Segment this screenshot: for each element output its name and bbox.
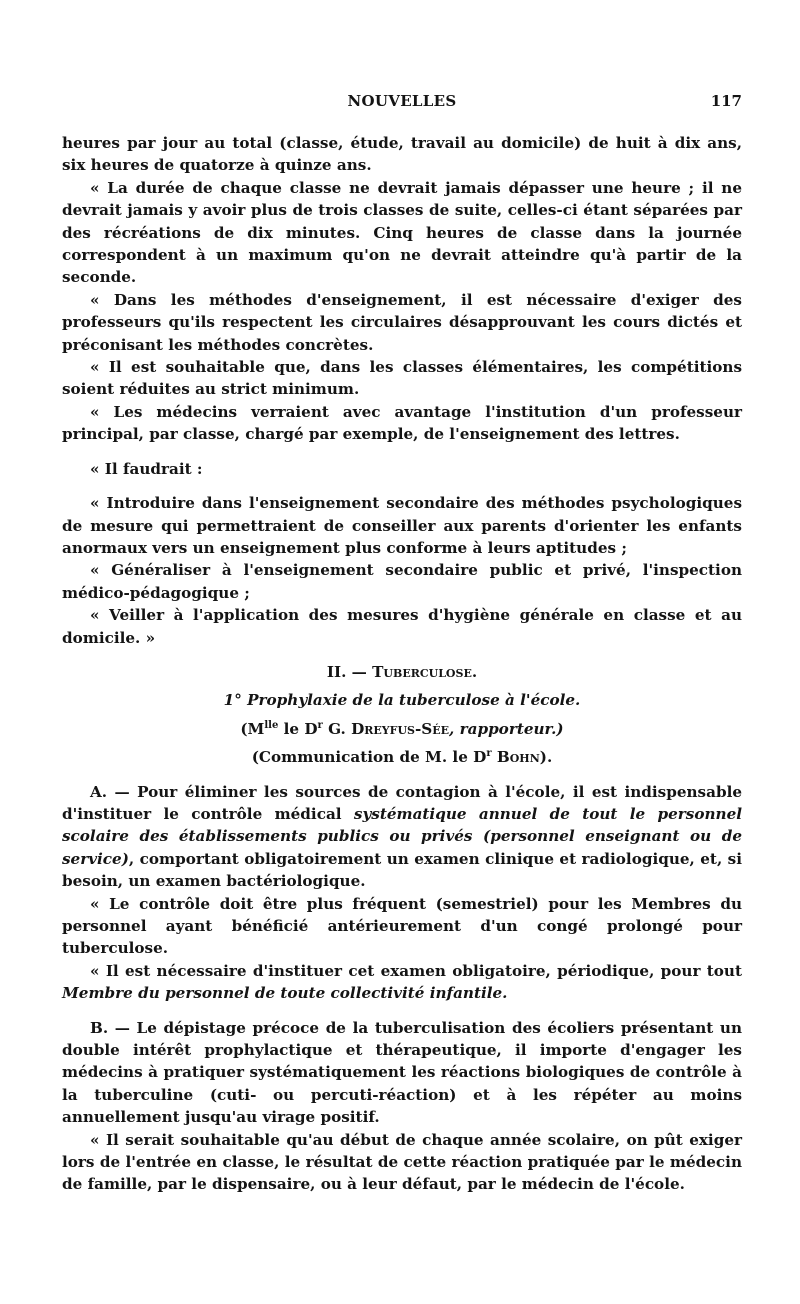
document-page xyxy=(62,92,742,1196)
block-a-examen-obligatoire: « Il est nécessaire d'instituer cet examen obligatoire, périodique, pour tout Membre du personnel de toute collectivité infantile. xyxy=(62,961,742,1003)
rapporteur-name: Dreyfus-Sée xyxy=(351,719,450,738)
running-title: NOUVELLES xyxy=(347,92,457,110)
paragraph-methodes: « Dans les méthodes d'enseignement, il est nécessaire d'exiger des professeurs qu'ils respectent les circulaires désapprouvant les cours dictés et préconisant les méthodes concrètes. xyxy=(62,290,742,354)
block-b-annee-scolaire: « Il serait souhaitable qu'au début de chaque année scolaire, on pût exiger lors de l'entrée en classe, le résultat de cette réaction pratiquée par le médecin de famille, par le dispensaire, ou à leur défaut, par le médecin de l'école. xyxy=(62,1130,742,1194)
communication-line: (Communication de M. le $D^r$ Bohn). xyxy=(251,748,553,767)
section-heading: II. — Tuberculose. xyxy=(326,662,478,681)
paragraph-professeur-principal: « Les médecins verraient avec avantage l'institution d'un professeur principal, par classe, chargé par exemple, de l'enseignement des lettres. xyxy=(62,402,742,444)
paragraph-duree-classe: « La durée de chaque classe ne devrait jamais dépasser une heure ; il ne devrait jamais y avoir plus de trois classes de suite, celles-ci étant séparées par des récréations de dix minutes. Cinq heures de classe dans la journée correspondent à un maximum qu'on ne devrait atteindre qu'à partir de la seconde. xyxy=(62,178,742,287)
list-item-introduire: « Introduire dans l'enseignement secondaire des méthodes psychologiques de mesure qui permettraient de conseiller aux parents d'orienter les enfants anormaux vers un enseignement plus conforme à leurs aptitudes ; xyxy=(62,494,742,557)
paragraph-il-faudrait: « Il faudrait : xyxy=(90,459,203,478)
list-item-veiller: « Veiller à l'application des mesures d'hygiène générale en classe et au domicile. » xyxy=(62,606,742,647)
block-b-paragraph: B. — Le dépistage précoce de la tuberculisation des écoliers présentant un double intérêt prophylactique et thérapeutique, il importe d'engager les médecins à pratiquer systématiquement les réactions biologiques de contrôle à la tuberculine (cuti- ou percuti-réaction) et à les répéter au moins annuellement jusqu'au virage positif. xyxy=(62,1018,742,1127)
section-heading-name: Tuberculose. xyxy=(372,662,478,681)
page-number: 117 xyxy=(710,92,742,110)
paragraph-competitions: « Il est souhaitable que, dans les classes élémentaires, les compétitions soient réduites au strict minimum. xyxy=(62,358,742,399)
running-header xyxy=(62,92,742,116)
list-item-generaliser: « Généraliser à l'enseignement secondaire public et privé, l'inspection médico-pédagogique ; xyxy=(62,561,742,602)
block-a-controle-frequent: « Le contrôle doit être plus fréquent (semestriel) pour les Membres du personnel ayant bénéficié antérieurement d'un congé prolongé pour tuberculose. xyxy=(62,894,742,958)
block-a-paragraph: A. — Pour éliminer les sources de contagion à l'école, il est indispensable d'instituer le contrôle médical systématique annuel de tout le personnel scolaire des établissements publics ou privés (personnel enseignant ou de service), comportant obligatoirement un examen clinique et radiologique, et, si besoin, un examen bactériologique. xyxy=(62,782,743,891)
communication-name: Bohn xyxy=(496,748,540,767)
rapporteur-line: ($M^{lle}$ le $D^r$ G. Dreyfus-Sée, rapporteur.) xyxy=(240,719,564,738)
section-subheading: 1° Prophylaxie de la tuberculose à l'école. xyxy=(223,691,581,710)
paragraph-continuation: heures par jour au total (classe, étude, travail au domicile) de huit à dix ans, six heures de quatorze à quinze ans. xyxy=(62,134,742,175)
